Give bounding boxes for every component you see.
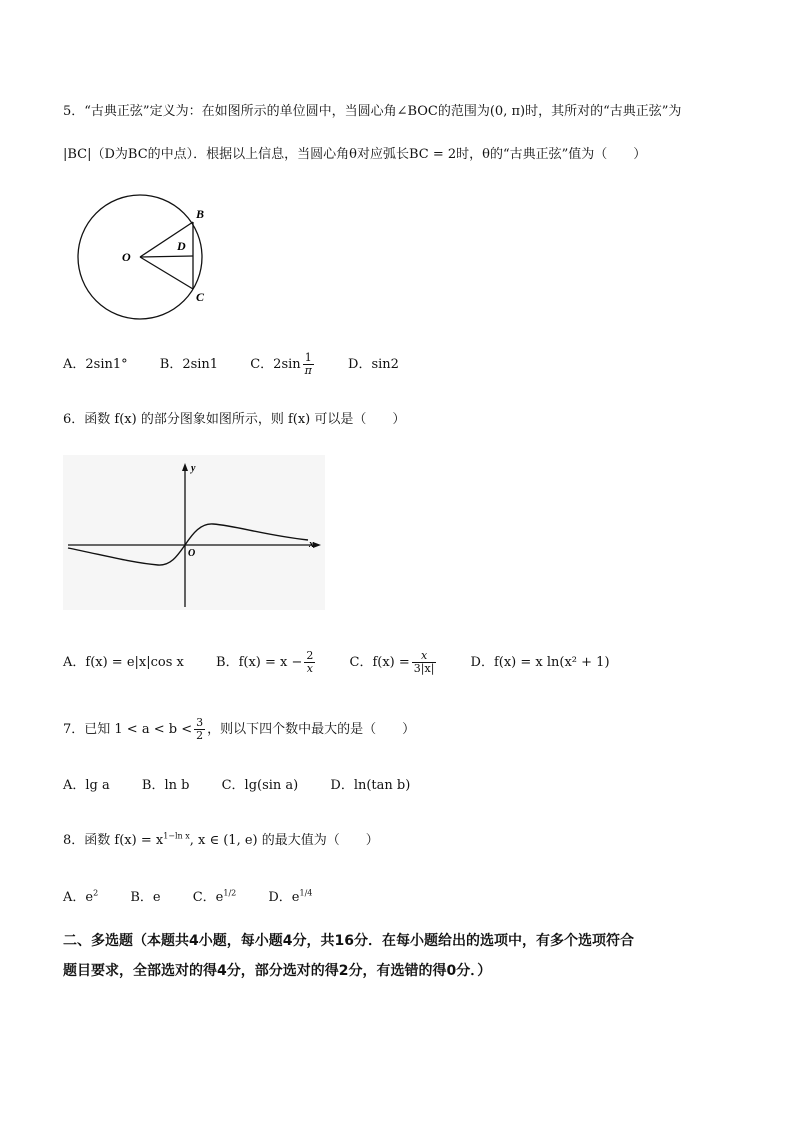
- function-graph-figure: [63, 455, 325, 610]
- q7-fraction-den: 2: [196, 729, 204, 742]
- q6-options: [63, 650, 638, 675]
- q8-option-d-exp: 1/4: [299, 888, 313, 898]
- q7-stem-pre: 7．已知 1 < a < b <: [63, 722, 193, 737]
- q8-stem-pre: 8．函数 f(x) = x: [63, 833, 164, 848]
- q7-stem: [63, 717, 415, 742]
- q8-option-a: [63, 886, 98, 905]
- q8-stem-post: , x ∈ (1, e) 的最大值为（ ）: [189, 833, 379, 848]
- q5-stem-line1: 5．“古典正弦”定义为：在如图所示的单位圆中，当圆心角∠BOC的范围为(0, π)时，其所对的“古典正弦”为: [63, 104, 682, 119]
- q8-option-b: B．e: [130, 890, 161, 905]
- q7-fraction-num: 3: [196, 716, 204, 729]
- q8-option-c-exp: 1/2: [223, 888, 237, 898]
- q5-stem-line2: |BC|（D为BC的中点）．根据以上信息，当圆心角θ对应弧长BC = 2时，θ的“古典正弦”值为（ ）: [63, 147, 647, 162]
- q7-option-c: C．lg(sin a): [221, 778, 299, 793]
- label-b: B: [196, 207, 205, 221]
- q6-option-c: [350, 650, 439, 675]
- q7-option-a: A．lg a: [63, 778, 110, 793]
- q6-option-c-num: x: [412, 650, 437, 663]
- q5-option-d: D．sin2: [348, 357, 399, 372]
- q8-option-a-base: A．e: [63, 890, 94, 905]
- q7-stem-post: ，则以下四个数中最大的是（ ）: [207, 722, 416, 737]
- q6-option-a: A．f(x) = e|x|cos x: [63, 655, 184, 670]
- q5-option-a: A．2sin1°: [63, 357, 128, 372]
- q5-options: [63, 352, 427, 377]
- q5-option-c-fraction: [303, 352, 314, 377]
- q8-option-c: [193, 886, 237, 905]
- axis-label-y: y: [191, 463, 196, 474]
- label-d: D: [177, 239, 186, 253]
- unit-circle-figure: [68, 190, 218, 320]
- q6-option-b-text: B．f(x) = x −: [216, 655, 303, 670]
- q8-option-d: [268, 886, 312, 905]
- q7-fraction: [194, 717, 205, 742]
- q8-exponent: 1−ln x: [163, 831, 190, 841]
- q5-option-c: [250, 352, 316, 377]
- q6-option-c-text: C．f(x) =: [349, 655, 410, 670]
- q6-stem: 6．函数 f(x) 的部分图象如图所示，则 f(x) 可以是（ ）: [63, 412, 406, 427]
- q8-option-a-exp: 2: [93, 888, 99, 898]
- label-o: O: [122, 250, 131, 264]
- axis-label-x: x: [309, 539, 314, 550]
- section2-heading-line1: 二、多选题（本题共4小题，每小题4分，共16分．在每小题给出的选项中，有多个选项符合: [63, 933, 634, 949]
- q5-option-b: B．2sin1: [159, 357, 219, 372]
- q8-stem: [63, 829, 379, 848]
- q6-option-b-num: 2: [306, 649, 314, 662]
- q6-option-b-fraction: [304, 650, 315, 675]
- q6-option-b: [216, 650, 317, 675]
- q5-option-c-num: 1: [303, 352, 314, 365]
- q7-option-d: D．ln(tan b): [330, 778, 411, 793]
- q8-option-d-base: D．e: [268, 890, 300, 905]
- q7-option-b: B．ln b: [141, 778, 190, 793]
- q8-options: [63, 886, 340, 905]
- q6-option-d: D．f(x) = x ln(x² + 1): [470, 655, 610, 670]
- label-c: C: [196, 290, 205, 304]
- q6-option-c-den: 3|x|: [413, 662, 435, 675]
- q7-options: [63, 774, 438, 793]
- section2-heading-line2: 题目要求，全部选对的得4分，部分选对的得2分，有选错的得0分．）: [63, 963, 492, 979]
- q5-option-c-den: π: [304, 364, 312, 377]
- q6-option-c-fraction: [412, 650, 437, 675]
- q6-option-b-den: x: [306, 662, 313, 675]
- q8-option-c-base: C．e: [192, 890, 224, 905]
- q5-option-c-text: C．2sin: [250, 357, 301, 372]
- origin-label: O: [188, 548, 196, 559]
